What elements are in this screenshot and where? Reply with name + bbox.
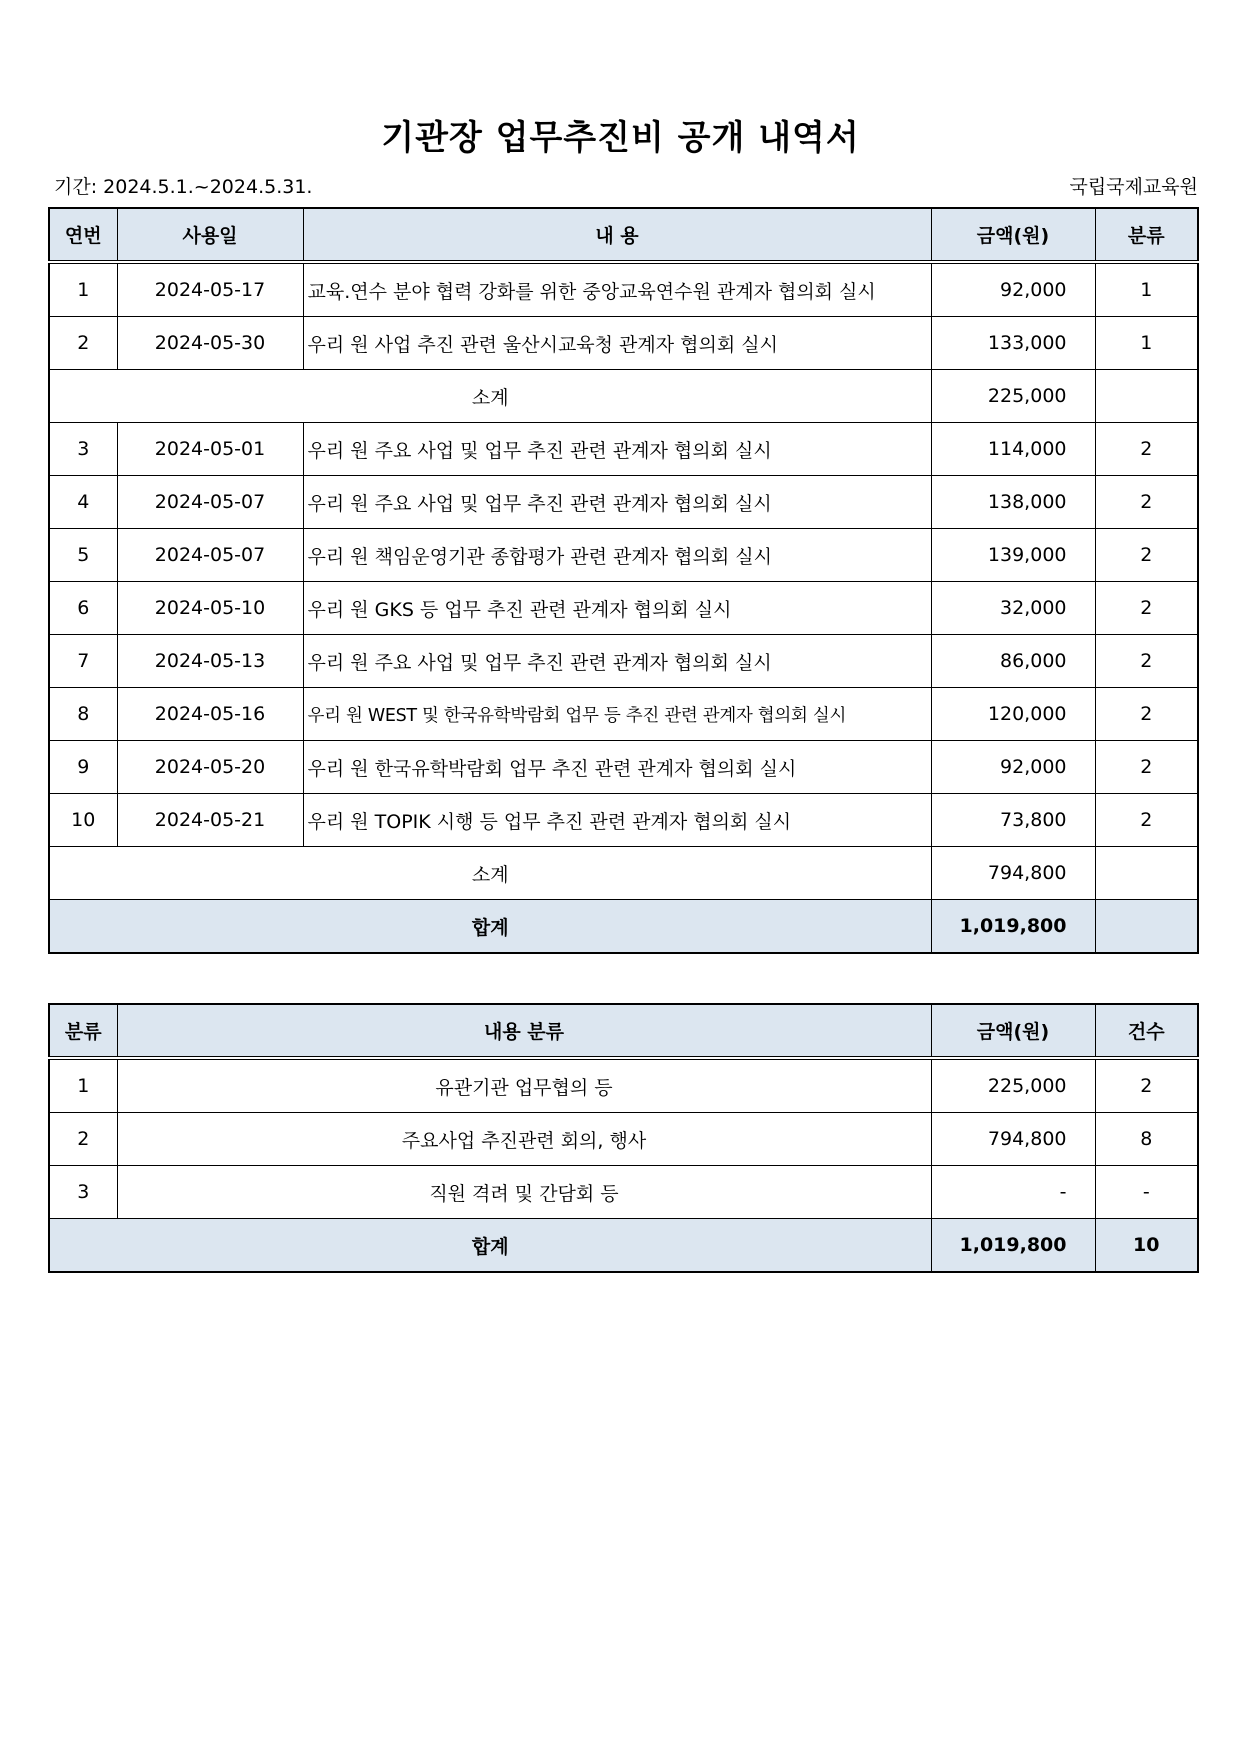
row-no: 3 xyxy=(49,423,117,476)
row-category: 1 xyxy=(1095,262,1198,317)
row-category: 1 xyxy=(49,1058,117,1113)
header-description: 내용 분류 xyxy=(117,1004,931,1058)
row-amount: - xyxy=(931,1166,1095,1219)
row-amount: 114,000 xyxy=(931,423,1095,476)
row-date: 2024-05-16 xyxy=(117,688,303,741)
row-date: 2024-05-01 xyxy=(117,423,303,476)
row-content: 우리 원 주요 사업 및 업무 추진 관련 관계자 협의회 실시 xyxy=(303,635,931,688)
row-content: 우리 원 주요 사업 및 업무 추진 관련 관계자 협의회 실시 xyxy=(303,423,931,476)
row-amount: 92,000 xyxy=(931,262,1095,317)
header-category: 분류 xyxy=(1095,208,1198,262)
row-no: 2 xyxy=(49,317,117,370)
row-category: 2 xyxy=(1095,582,1198,635)
row-date: 2024-05-07 xyxy=(117,529,303,582)
row-category: 2 xyxy=(49,1113,117,1166)
row-no: 6 xyxy=(49,582,117,635)
total-label: 합계 xyxy=(49,900,931,954)
period-label: 기간: 2024.5.1.~2024.5.31. xyxy=(54,176,313,198)
row-amount: 133,000 xyxy=(931,317,1095,370)
subtotal-row xyxy=(49,847,1198,900)
row-no: 8 xyxy=(49,688,117,741)
header-no: 연번 xyxy=(49,208,117,262)
header-category: 분류 xyxy=(49,1004,117,1058)
total-amount: 1,019,800 xyxy=(931,1219,1095,1273)
row-no: 7 xyxy=(49,635,117,688)
total-row xyxy=(49,900,1198,954)
row-amount: 86,000 xyxy=(931,635,1095,688)
table-row xyxy=(49,317,1198,370)
table-row xyxy=(49,1058,1198,1113)
row-category: 2 xyxy=(1095,423,1198,476)
table-row xyxy=(49,476,1198,529)
table-row xyxy=(49,582,1198,635)
row-content: 우리 원 한국유학박람회 업무 추진 관련 관계자 협의회 실시 xyxy=(303,741,931,794)
row-category: 2 xyxy=(1095,794,1198,847)
row-content: 우리 원 주요 사업 및 업무 추진 관련 관계자 협의회 실시 xyxy=(303,476,931,529)
row-content: 우리 원 사업 추진 관련 울산시교육청 관계자 협의회 실시 xyxy=(303,317,931,370)
row-description: 직원 격려 및 간담회 등 xyxy=(117,1166,931,1219)
row-category: 2 xyxy=(1095,688,1198,741)
table-header-row xyxy=(49,1004,1198,1058)
row-date: 2024-05-10 xyxy=(117,582,303,635)
row-category: 2 xyxy=(1095,529,1198,582)
table-row xyxy=(49,262,1198,317)
row-content: 우리 원 책임운영기관 종합평가 관련 관계자 협의회 실시 xyxy=(303,529,931,582)
row-date: 2024-05-07 xyxy=(117,476,303,529)
table-header-row xyxy=(49,208,1198,262)
row-date: 2024-05-30 xyxy=(117,317,303,370)
row-amount: 225,000 xyxy=(931,1058,1095,1113)
table-row xyxy=(49,741,1198,794)
table-row xyxy=(49,1113,1198,1166)
subtotal-row xyxy=(49,370,1198,423)
row-category: 2 xyxy=(1095,476,1198,529)
row-date: 2024-05-13 xyxy=(117,635,303,688)
row-no: 1 xyxy=(49,262,117,317)
row-category: 2 xyxy=(1095,635,1198,688)
row-category: 1 xyxy=(1095,317,1198,370)
organization-name: 국립국제교육원 xyxy=(1069,176,1198,198)
row-no: 4 xyxy=(49,476,117,529)
row-count: 2 xyxy=(1095,1058,1198,1113)
total-amount: 1,019,800 xyxy=(931,900,1095,954)
subtotal-amount: 225,000 xyxy=(931,370,1095,423)
row-amount: 92,000 xyxy=(931,741,1095,794)
subtotal-amount: 794,800 xyxy=(931,847,1095,900)
page-title: 기관장 업무추진비 공개 내역서 xyxy=(381,118,860,158)
row-description: 유관기관 업무협의 등 xyxy=(117,1058,931,1113)
row-no: 9 xyxy=(49,741,117,794)
header-date: 사용일 xyxy=(117,208,303,262)
row-date: 2024-05-21 xyxy=(117,794,303,847)
subtotal-label: 소계 xyxy=(49,847,931,900)
expense-detail-table xyxy=(48,207,1199,954)
total-label: 합계 xyxy=(49,1219,931,1273)
row-amount: 139,000 xyxy=(931,529,1095,582)
row-no: 5 xyxy=(49,529,117,582)
row-count: 8 xyxy=(1095,1113,1198,1166)
row-date: 2024-05-20 xyxy=(117,741,303,794)
total-row xyxy=(49,1219,1198,1273)
row-content: 우리 원 GKS 등 업무 추진 관련 관계자 협의회 실시 xyxy=(303,582,931,635)
row-content: 우리 원 TOPIK 시행 등 업무 추진 관련 관계자 협의회 실시 xyxy=(303,794,931,847)
row-description: 주요사업 추진관련 회의, 행사 xyxy=(117,1113,931,1166)
row-content: 우리 원 WEST 및 한국유학박람회 업무 등 추진 관련 관계자 협의회 실시 xyxy=(303,688,931,741)
row-count: - xyxy=(1095,1166,1198,1219)
subtotal-label: 소계 xyxy=(49,370,931,423)
row-category: 2 xyxy=(1095,741,1198,794)
total-count: 10 xyxy=(1095,1219,1198,1273)
table-row xyxy=(49,529,1198,582)
category-summary-table xyxy=(48,1003,1199,1273)
row-no: 10 xyxy=(49,794,117,847)
table-row xyxy=(49,794,1198,847)
header-amount: 금액(원) xyxy=(931,208,1095,262)
row-category: 3 xyxy=(49,1166,117,1219)
table-row xyxy=(49,423,1198,476)
table-row xyxy=(49,635,1198,688)
header-amount: 금액(원) xyxy=(931,1004,1095,1058)
row-amount: 794,800 xyxy=(931,1113,1095,1166)
table-row xyxy=(49,1166,1198,1219)
row-amount: 120,000 xyxy=(931,688,1095,741)
row-amount: 73,800 xyxy=(931,794,1095,847)
row-content: 교육.연수 분야 협력 강화를 위한 중앙교육연수원 관계자 협의회 실시 xyxy=(303,262,931,317)
row-amount: 32,000 xyxy=(931,582,1095,635)
header-count: 건수 xyxy=(1095,1004,1198,1058)
row-date: 2024-05-17 xyxy=(117,262,303,317)
row-amount: 138,000 xyxy=(931,476,1095,529)
header-content: 내 용 xyxy=(303,208,931,262)
table-row xyxy=(49,688,1198,741)
